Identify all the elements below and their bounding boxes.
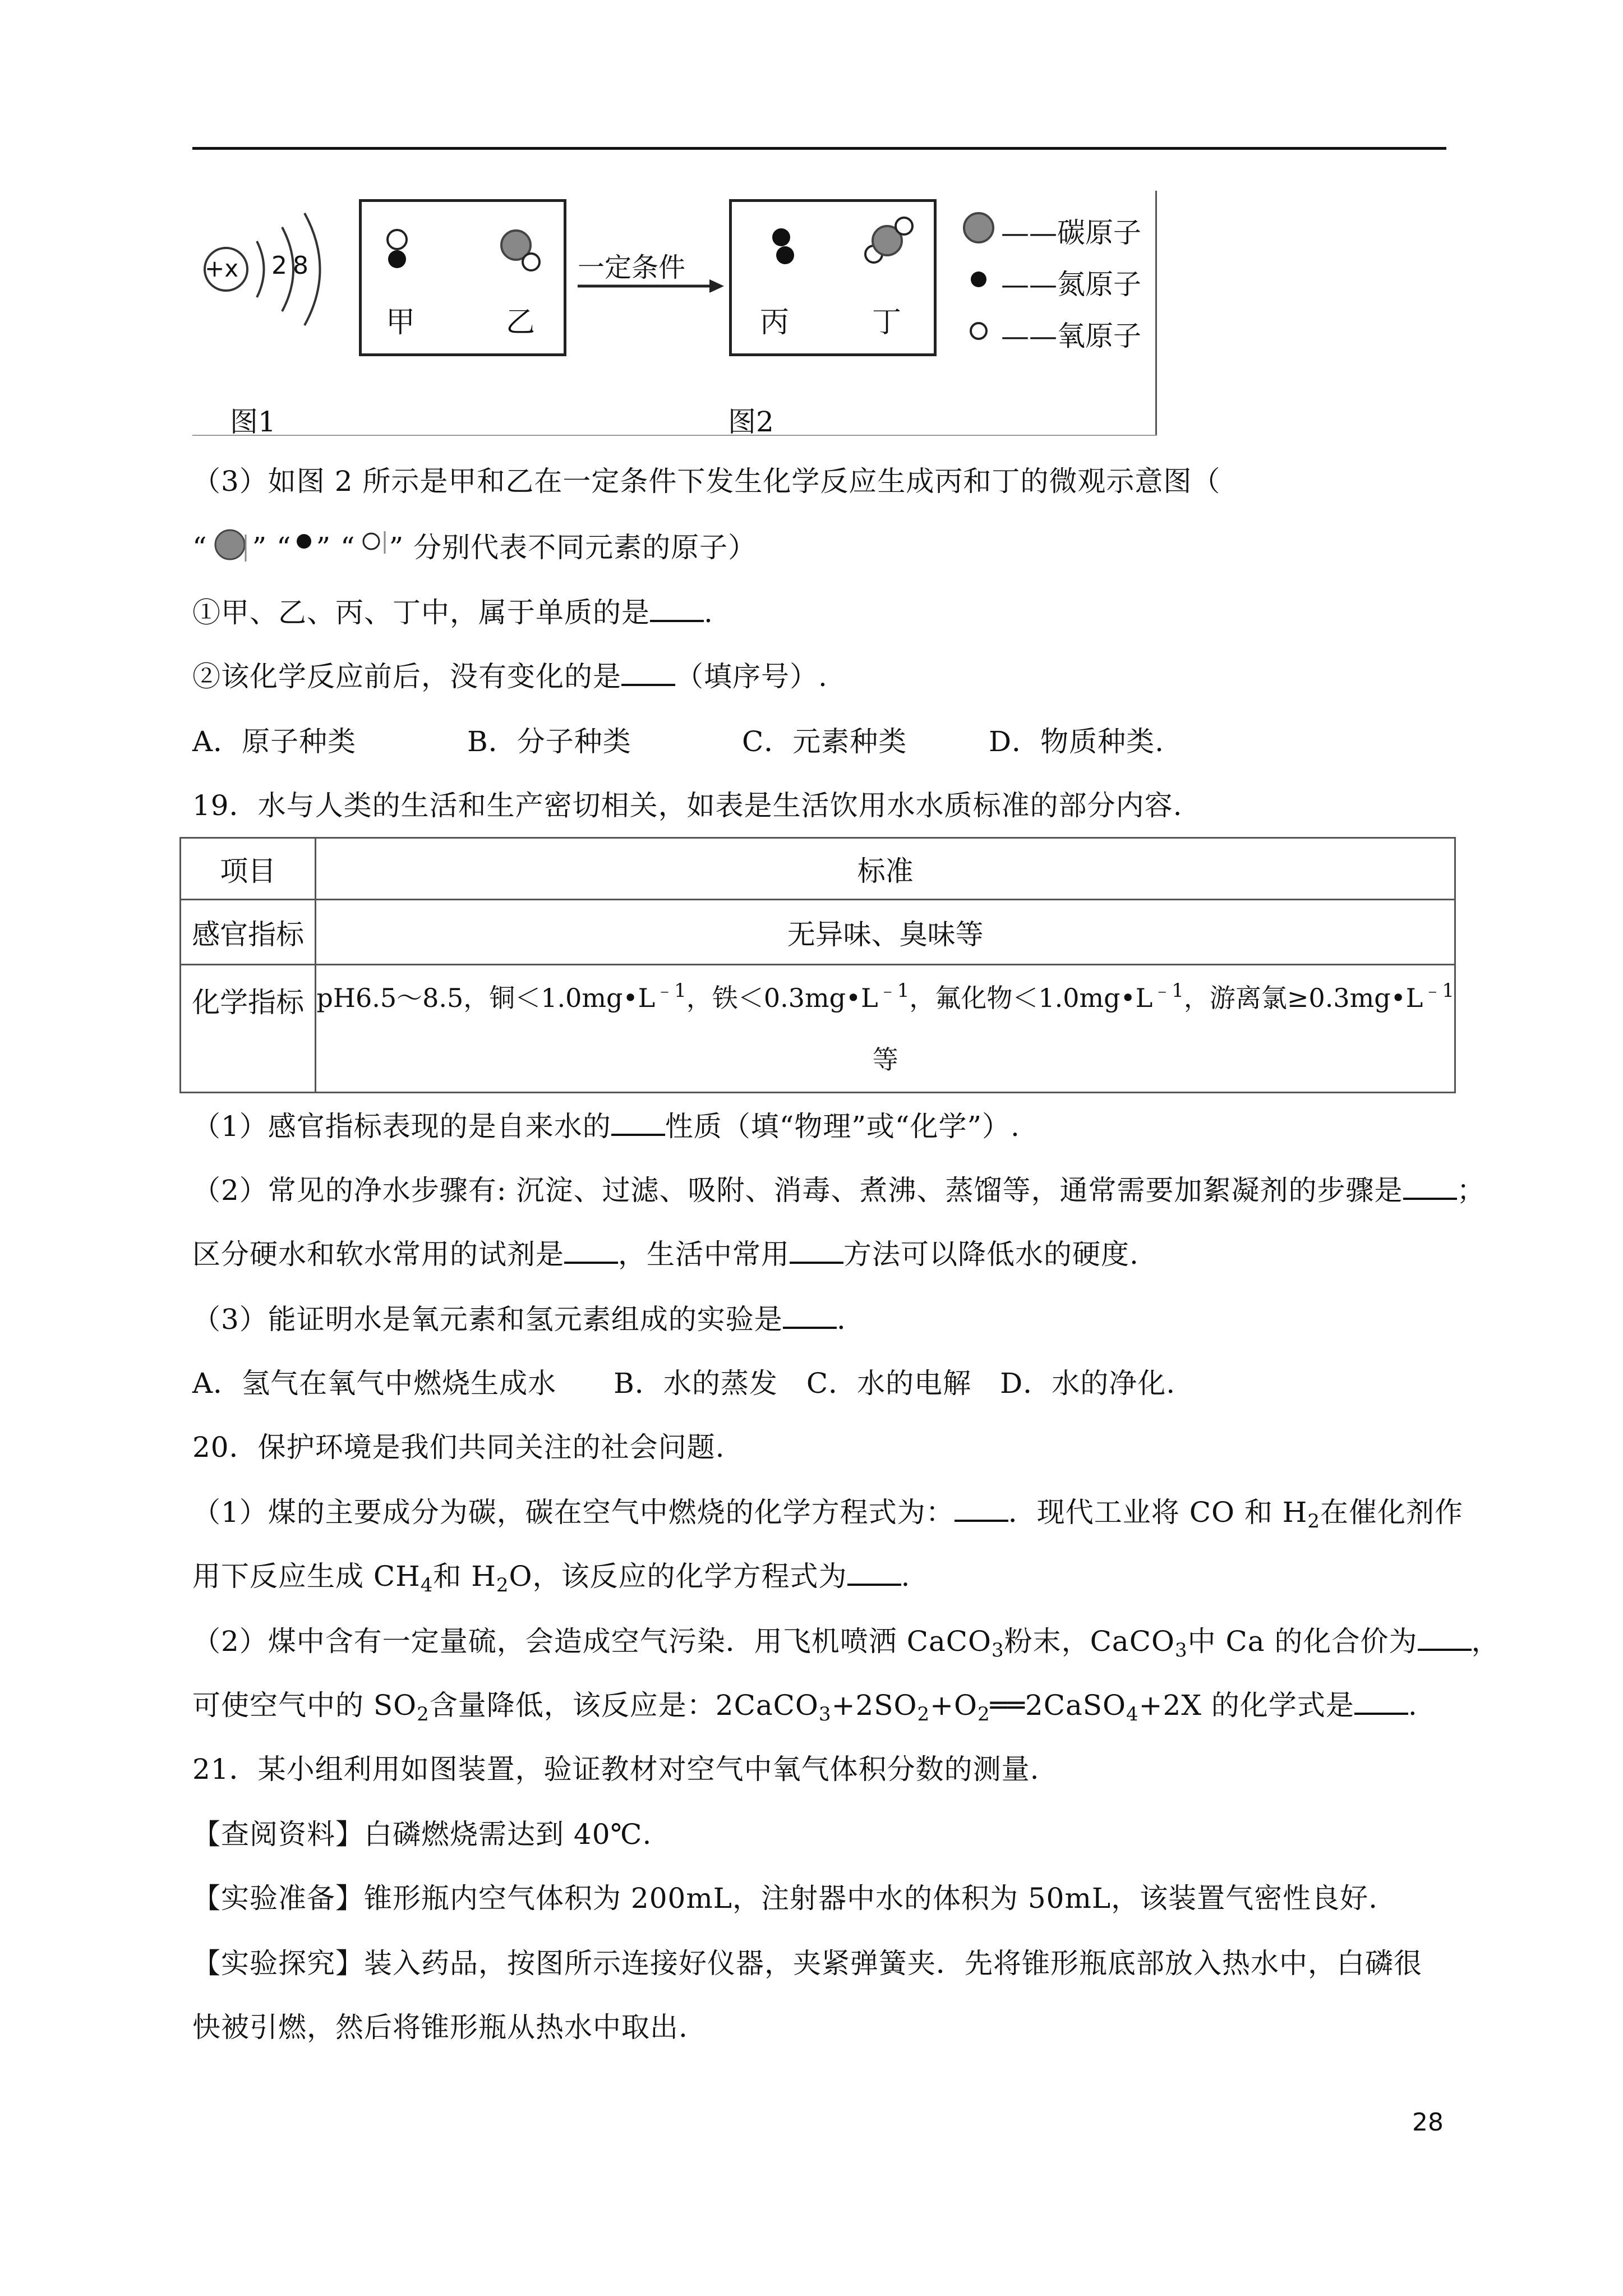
q20-p2-cont: 可使空气中的 $SO_2$含量降低，该反应是：$2CaCO_3+2SO_2+O_2══2CaSO_4+2X$ 的化学式是 . (192, 1689, 1418, 1726)
water-standard-table (179, 837, 1456, 1093)
legend-carbon: ——碳原子 (1001, 217, 1141, 249)
white-atom (523, 254, 540, 270)
white-atom (388, 230, 407, 249)
black-atom-icon (971, 272, 986, 287)
gray-atom-icon (208, 529, 252, 563)
gray-atom-icon (964, 213, 993, 242)
q21-info: 【查阅资料】白磷燃烧需达到 40℃. (192, 1818, 652, 1851)
q20-p1: （1）煤的主要成分为碳，碳在空气中燃烧的化学方程式为： ．现代工业将 CO 和 $H_2$在催化剂作 (192, 1496, 1463, 1533)
figure-bottom-border (192, 435, 1157, 436)
figure-border (1155, 191, 1157, 435)
reaction-arrow-icon (575, 275, 726, 297)
option-c: C．元素种类 (742, 725, 907, 758)
option-a: A．原子种类 (192, 725, 357, 758)
q20-p1-cont: 用下反应生成 $CH_4$和 $H_2O$，该反应的化学方程式为 . (192, 1560, 911, 1596)
q19-p2-cont: 区分硬水和软水常用的试剂是 ，生活中常用 方法可以降低水的硬度. (192, 1238, 1139, 1271)
option-d: D．物质种类. (989, 725, 1164, 758)
answer-blank[interactable] (783, 1304, 837, 1329)
q19-p3: （3）能证明水是氧元素和氢元素组成的实验是 . (192, 1303, 846, 1336)
table-cell-label: 感官指标 (181, 900, 316, 965)
table-cell-value (316, 965, 1455, 1093)
legend-oxygen: ——氧原子 (1001, 320, 1141, 352)
white-atom (896, 218, 912, 234)
table-cell-value: 无异味、臭味等 (316, 900, 1455, 965)
q18-sub1: ①甲、乙、丙、丁中，属于单质的是 . (192, 596, 713, 629)
answer-blank[interactable] (650, 597, 704, 622)
answer-blank[interactable] (1418, 1626, 1472, 1651)
black-atom (772, 228, 790, 246)
fig1-caption: 图1 (230, 406, 276, 438)
q19-stem: 19．水与人类的生活和生产密切相关，如表是生活饮用水水质标准的部分内容. (192, 789, 1183, 822)
electron-shell-1 (257, 241, 264, 297)
option-b: B．分子种类 (467, 725, 631, 758)
q21-prep: 【实验准备】锥形瓶内空气体积为 200mL，注射器中水的体积为 50mL，该装置气密性良好. (192, 1882, 1378, 1915)
legend-nitrogen: ——氮原子 (1001, 268, 1141, 301)
chemical-indicators-cont: 等 (872, 1044, 898, 1075)
white-atom-icon (971, 323, 986, 339)
answer-blank[interactable] (611, 1111, 665, 1136)
label-ding: 丁 (872, 306, 902, 339)
answer-blank[interactable] (564, 1239, 618, 1264)
q21-explore-cont: 快被引燃，然后将锥形瓶从热水中取出. (192, 2011, 688, 2044)
label-yi: 乙 (506, 306, 536, 339)
answer-blank[interactable] (1354, 1690, 1408, 1715)
q20-stem: 20．保护环境是我们共同关注的社会问题. (192, 1431, 725, 1464)
chemical-indicators: pH6.5～8.5，铜$<1.0mg•L^{﹣1}$，铁$<0.3mg•L^{﹣1}$，氟化物$<1.0mg•L^{﹣1}$，游离氯$\ge 0.3mg•L^{﹣1}$ (316, 979, 1454, 1013)
label-jia: 甲 (386, 306, 416, 339)
q18-part3: （3）如图 2 所示是甲和乙在一定条件下发生化学反应生成丙和丁的微观示意图（ (192, 465, 1221, 498)
shell1-count: 2 (271, 251, 287, 280)
header-rule (192, 147, 1446, 150)
arrow-label: 一定条件 (578, 252, 686, 283)
q20-p2: （2）煤中含有一定量硫，会造成空气污染．用飞机喷洒 CaCO$_3$粉末，CaCO$_3$中 Ca 的化合价为 ， (192, 1625, 1500, 1662)
legend-icons (959, 208, 998, 348)
q21-explore: 【实验探究】装入药品，按图所示连接好仪器，夹紧弹簧夹．先将锥形瓶底部放入热水中，白磷很 (192, 1947, 1422, 1980)
q18-sub2: ②该化学反应前后，没有变化的是 （填序号）. (192, 660, 828, 693)
q19-options: A．氢气在氧气中燃烧生成水 B．水的蒸发 C．水的电解 D．水的净化. (192, 1367, 1176, 1400)
table-header-standard: 标准 (316, 838, 1455, 900)
table-header-item: 项目 (181, 838, 316, 900)
page-number: 28 (1412, 2108, 1444, 2137)
q21-stem: 21．某小组利用如图装置，验证教材对空气中氧气体积分数的测量. (192, 1753, 1040, 1786)
answer-blank[interactable] (1403, 1175, 1457, 1200)
answer-blank[interactable] (955, 1497, 1008, 1522)
q19-p2: （2）常见的净水步骤有: 沉淀、过滤、吸附、消毒、煮沸、蒸馏等，通常需要加絮凝剂的步骤是 ； (192, 1174, 1486, 1207)
label-bing: 丙 (760, 306, 790, 339)
white-atom-icon (356, 529, 389, 563)
nucleus-label: +x (205, 255, 239, 282)
answer-blank[interactable] (790, 1239, 843, 1264)
q18-part3-legend: “ ” “ ” “ ” 分别代表不同元素的原子） (192, 527, 757, 568)
black-atom (388, 250, 406, 268)
answer-blank[interactable] (621, 661, 675, 686)
q19-p1: （1）感官指标表现的是自来水的 性质（填“物理”或“化学”）. (192, 1110, 1020, 1143)
shell2-count: 8 (293, 251, 308, 280)
answer-blank[interactable] (847, 1561, 901, 1586)
black-atom (776, 246, 794, 264)
table-cell-label: 化学指标 (181, 965, 316, 1093)
black-atom-icon (292, 529, 316, 563)
fig2-caption: 图2 (728, 406, 774, 438)
